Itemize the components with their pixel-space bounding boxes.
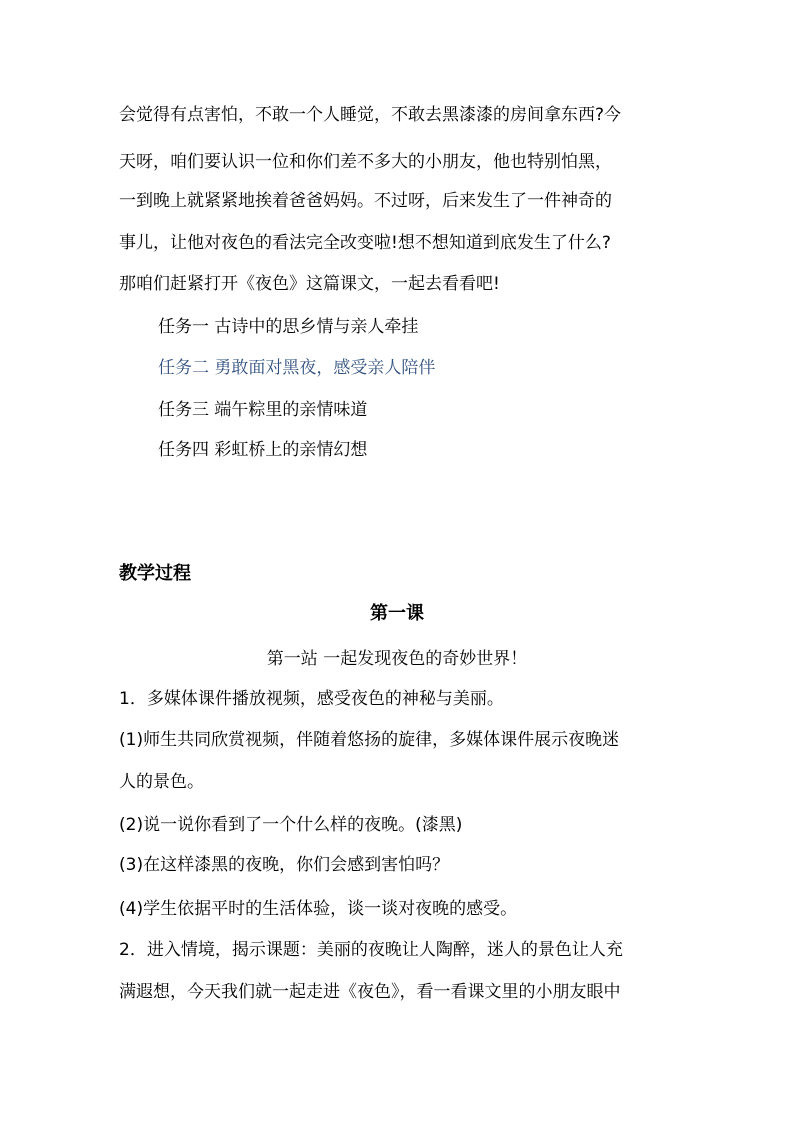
- body-line-2: (1)师生共同欣赏视频，伴随着悠扬的旋律，多媒体课件展示夜晚迷: [119, 730, 620, 750]
- body-line-4: (2)说一说你看到了一个什么样的夜晚。(漆黑): [119, 815, 463, 835]
- lesson-title: 第一课: [370, 603, 424, 624]
- task-item-1: 任务一 古诗中的思乡情与亲人牵挂: [158, 317, 419, 337]
- intro-line-3: 一到晚上就紧紧地挨着爸爸妈妈。不过呀，后来发生了一件神奇的: [119, 191, 612, 211]
- task-item-3: 任务三 端午粽里的亲情味道: [158, 400, 368, 420]
- intro-line-2: 天呀，咱们要认识一位和你们差不多大的小朋友，他也特别怕黑，: [119, 152, 612, 172]
- station-title: 第一站 一起发现夜色的奇妙世界！: [266, 649, 528, 669]
- section-heading: 教学过程: [119, 563, 191, 584]
- body-line-5: (3)在这样漆黑的夜晚，你们会感到害怕吗？: [119, 855, 450, 875]
- intro-line-5: 那咱们赶紧打开《夜色》这篇课文，一起去看看吧!: [119, 274, 500, 294]
- intro-line-4: 事儿，让他对夜色的看法完全改变啦!想不想知道到底发生了什么?: [119, 233, 611, 253]
- task-item-2: 任务二 勇敢面对黑夜，感受亲人陪伴: [158, 358, 436, 378]
- body-line-6: (4)学生依据平时的生活体验，谈一谈对夜晚的感受。: [119, 899, 518, 919]
- body-line-3: 人的景色。: [119, 772, 204, 792]
- task-item-4: 任务四 彩虹桥上的亲情幻想: [158, 440, 368, 460]
- body-line-1: 1．多媒体课件播放视频，感受夜色的神秘与美丽。: [119, 689, 504, 709]
- body-line-8: 满遐想，今天我们就一起走进《夜色》，看一看课文里的小朋友眼中: [119, 982, 621, 1002]
- intro-line-1: 会觉得有点害怕，不敢一个人睡觉，不敢去黑漆漆的房间拿东西?今: [119, 105, 622, 125]
- body-line-7: 2．进入情境，揭示课题：美丽的夜晚让人陶醉，迷人的景色让人充: [119, 940, 623, 960]
